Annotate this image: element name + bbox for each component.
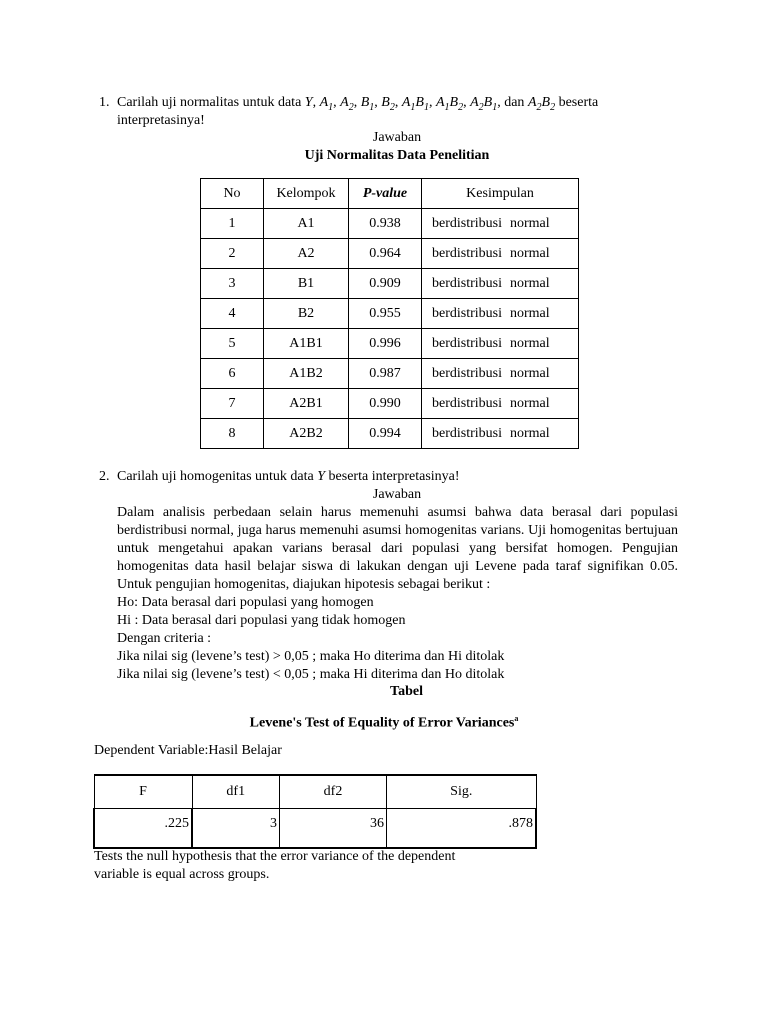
cell-kelompok: A2 bbox=[264, 239, 349, 269]
levene-title: Levene's Test of Equality of Error Variances$^a$ bbox=[249, 714, 519, 731]
cell-kesimpulan bbox=[422, 389, 579, 419]
value-sig: .878 bbox=[387, 809, 537, 849]
value-df1: 3 bbox=[192, 809, 280, 849]
cell-kelompok: A1 bbox=[264, 209, 349, 239]
kesimpulan-word-2: normal bbox=[510, 395, 550, 411]
cell-p-value: 0.938 bbox=[349, 209, 422, 239]
value-f: .225 bbox=[94, 809, 192, 849]
var-list: Y bbox=[304, 95, 313, 110]
header-df1: df1 bbox=[192, 775, 280, 809]
header-no: No bbox=[201, 179, 264, 209]
kesimpulan-word-1: berdistribusi bbox=[432, 335, 502, 351]
table-row bbox=[201, 269, 579, 299]
cell-no: 2 bbox=[201, 239, 264, 269]
kesimpulan-word-2: normal bbox=[510, 245, 550, 261]
cell-p-value: 0.996 bbox=[349, 329, 422, 359]
cell-p-value: 0.964 bbox=[349, 239, 422, 269]
question-2 bbox=[99, 468, 679, 486]
kesimpulan-word-2: normal bbox=[510, 275, 550, 291]
table-row bbox=[201, 329, 579, 359]
kesimpulan-word-1: berdistribusi bbox=[432, 245, 502, 261]
levene-table bbox=[93, 774, 537, 849]
levene-header-row bbox=[94, 775, 536, 809]
table-row bbox=[201, 209, 579, 239]
kesimpulan-word-2: normal bbox=[510, 365, 550, 381]
cell-kelompok: A2B2 bbox=[264, 419, 349, 449]
dependent-variable: Dependent Variable:Hasil Belajar bbox=[94, 743, 282, 758]
cell-p-value: 0.909 bbox=[349, 269, 422, 299]
kesimpulan-word-2: normal bbox=[510, 305, 550, 321]
cell-no: 5 bbox=[201, 329, 264, 359]
table-row bbox=[201, 359, 579, 389]
cell-kelompok: B2 bbox=[264, 299, 349, 329]
answer-body bbox=[117, 504, 678, 684]
cell-kelompok: B1 bbox=[264, 269, 349, 299]
cell-no: 7 bbox=[201, 389, 264, 419]
kesimpulan-word-1: berdistribusi bbox=[432, 305, 502, 321]
header-p-value: P-value bbox=[349, 179, 422, 209]
kesimpulan-word-1: berdistribusi bbox=[432, 275, 502, 291]
cell-kesimpulan bbox=[422, 359, 579, 389]
normality-table bbox=[200, 178, 579, 449]
criteria-label: Dengan criteria : bbox=[117, 631, 212, 646]
normality-table-title: Uji Normalitas Data Penelitian bbox=[304, 148, 490, 163]
cell-p-value: 0.987 bbox=[349, 359, 422, 389]
cell-kelompok: A1B2 bbox=[264, 359, 349, 389]
table-row bbox=[201, 389, 579, 419]
hypothesis-ho: Ho: Data berasal dari populasi yang homogen bbox=[117, 595, 374, 610]
kesimpulan-word-2: normal bbox=[510, 215, 550, 231]
cell-p-value: 0.990 bbox=[349, 389, 422, 419]
levene-value-row bbox=[94, 809, 536, 849]
header-f: F bbox=[94, 775, 192, 809]
cell-kesimpulan bbox=[422, 239, 579, 269]
kesimpulan-word-1: berdistribusi bbox=[432, 215, 502, 231]
value-df2: 36 bbox=[280, 809, 387, 849]
tabel-label: Tabel bbox=[390, 684, 423, 699]
question-1 bbox=[99, 94, 679, 130]
cell-no: 6 bbox=[201, 359, 264, 389]
answer-label-2: Jawaban bbox=[372, 487, 422, 502]
cell-kelompok: A1B1 bbox=[264, 329, 349, 359]
cell-kelompok: A2B1 bbox=[264, 389, 349, 419]
answer-label-1: Jawaban bbox=[372, 130, 422, 145]
cell-no: 4 bbox=[201, 299, 264, 329]
cell-no: 1 bbox=[201, 209, 264, 239]
kesimpulan-word-1: berdistribusi bbox=[432, 395, 502, 411]
answer-paragraph: Dalam analisis perbedaan selain harus memenuhi asumsi bahwa data berasal dari populasi berdistribusi normal, juga harus memenuhi asumsi homogenitas varians. Uji homogenitas bertujuan untuk mengetahui apakan varians berasal dari populasi yang bersifat homogen. Pengujian homogenitas data hasil belajar siswa di lakukan dengan uji Levene pada taraf signifikan 0.05. Untuk pengujian homogenitas, diajukan hipotesis sebagai berikut : bbox=[117, 505, 678, 592]
question-text: Carilah uji normalitas untuk data Y, $A_1$, $A_2$, $B_1$, $B_2$, $A_1B_1$, $A_1B_2$, $A_2B_1$, dan $A_2B_2$ beserta interpretasinya! bbox=[117, 95, 599, 128]
table-row bbox=[201, 299, 579, 329]
cell-no: 3 bbox=[201, 269, 264, 299]
cell-kesimpulan bbox=[422, 299, 579, 329]
cell-p-value: 0.955 bbox=[349, 299, 422, 329]
levene-note: Tests the null hypothesis that the error variance of the dependent variable is equal across groups. bbox=[94, 849, 456, 882]
header-sig: Sig. bbox=[387, 775, 537, 809]
table-row bbox=[201, 419, 579, 449]
header-df2: df2 bbox=[280, 775, 387, 809]
cell-p-value: 0.994 bbox=[349, 419, 422, 449]
question-number: 1. bbox=[99, 95, 110, 110]
table-header-row bbox=[201, 179, 579, 209]
question-text: Carilah uji homogenitas untuk data Y beserta interpretasinya! bbox=[117, 469, 460, 484]
header-kesimpulan: Kesimpulan bbox=[422, 179, 579, 209]
table-row bbox=[201, 239, 579, 269]
header-kelompok: Kelompok bbox=[264, 179, 349, 209]
cell-kesimpulan bbox=[422, 329, 579, 359]
question-number: 2. bbox=[99, 469, 110, 484]
hypothesis-hi: Hi : Data berasal dari populasi yang tidak homogen bbox=[117, 613, 406, 628]
cell-kesimpulan bbox=[422, 209, 579, 239]
cell-no: 8 bbox=[201, 419, 264, 449]
criteria-rule-2: Jika nilai sig (levene’s test) < 0,05 ; maka Hi diterima dan Ho ditolak bbox=[117, 667, 505, 682]
kesimpulan-word-2: normal bbox=[510, 425, 550, 441]
criteria-rule-1: Jika nilai sig (levene’s test) > 0,05 ; maka Ho diterima dan Hi ditolak bbox=[117, 649, 505, 664]
kesimpulan-word-1: berdistribusi bbox=[432, 425, 502, 441]
kesimpulan-word-1: berdistribusi bbox=[432, 365, 502, 381]
cell-kesimpulan bbox=[422, 269, 579, 299]
cell-kesimpulan bbox=[422, 419, 579, 449]
kesimpulan-word-2: normal bbox=[510, 335, 550, 351]
